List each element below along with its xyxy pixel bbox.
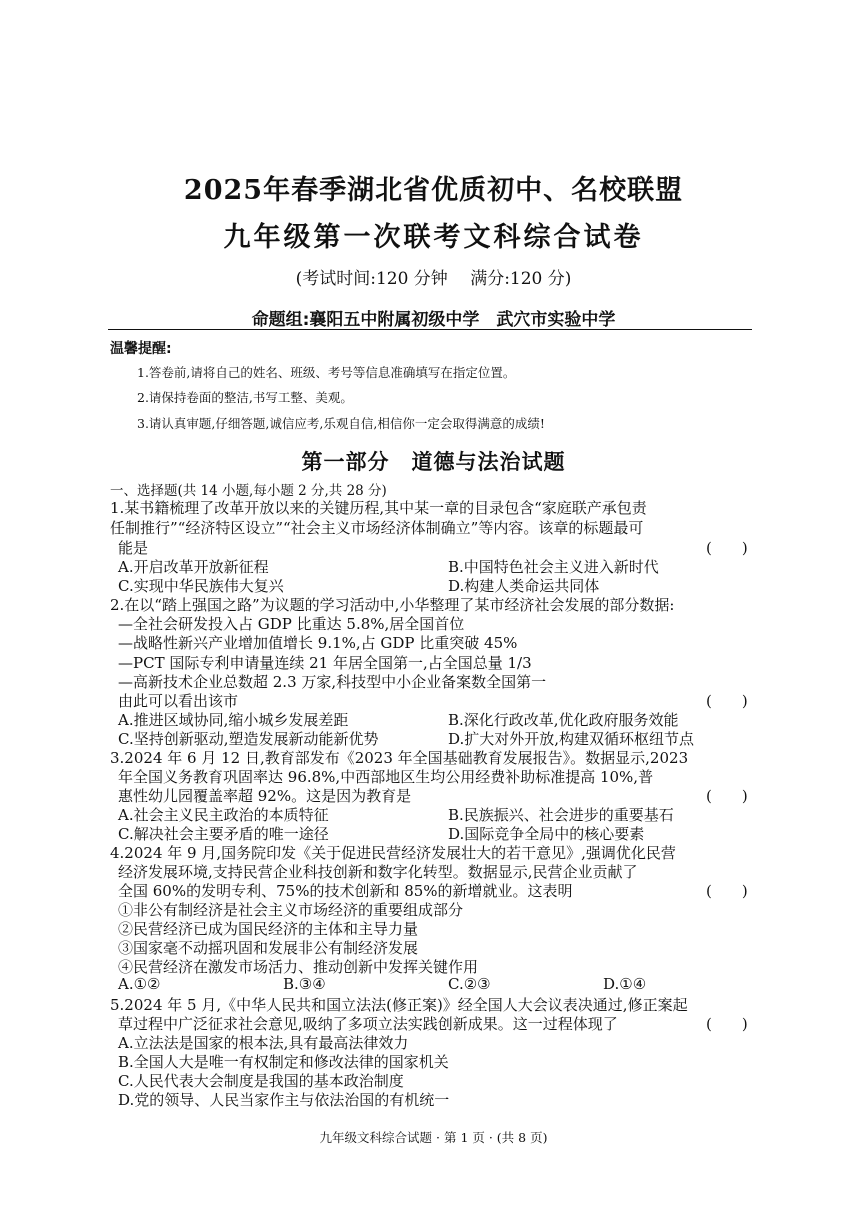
question-2-text: 由此可以看出该市 (118, 692, 239, 710)
exam-title-line1: 2025年春季湖北省优质初中、名校联盟 (183, 175, 684, 206)
question-3-text: 年全国义务教育巩固率达 96.8%,中西部地区生均公用经费补助标准提高 10%,普 (118, 768, 654, 786)
question-4-text: 4.2024 年 9 月,国务院印发《关于促进民营经济发展壮大的若干意见》,强调优化民营 (110, 844, 676, 862)
question-3-option-b: B.民族振兴、社会进步的重要基石 (448, 806, 674, 824)
header-divider (108, 329, 752, 330)
question-3-option-a: A.社会主义民主政治的本质特征 (118, 806, 329, 824)
question-1-option-d: D.构建人类命运共同体 (448, 577, 600, 595)
tip-item: 3.请认真审题,仔细答题,诚信应考,乐观自信,相信你一定会取得满意的成绩! (137, 416, 545, 431)
question-4-statement: ①非公有制经济是社会主义市场经济的重要组成部分 (118, 901, 464, 919)
question-4-option-d: D.①④ (603, 975, 647, 993)
tip-item: 2.请保持卷面的整洁,书写工整、美观。 (137, 390, 353, 405)
question-1-option-a: A.开启改革开放新征程 (118, 558, 269, 576)
committee: 命题组:襄阳五中附属初级中学 武穴市实验中学 (251, 310, 616, 330)
question-4-option-b: B.③④ (283, 975, 326, 993)
exam-title-line2: 九年级第一次联考文科综合试卷 (223, 222, 644, 253)
question-2-data: —战略性新兴产业增加值增长 9.1%,占 GDP 比重突破 45% (118, 634, 518, 652)
tip-item: 1.答卷前,请将自己的姓名、班级、考号等信息准确填写在指定位置。 (137, 365, 516, 380)
exam-info: (考试时间:120 分钟 满分:120 分) (295, 269, 572, 289)
question-5-text: 5.2024 年 5 月,《中华人民共和国立法法(修正案)》经全国人大会议表决通过,修正案起 (110, 996, 688, 1014)
question-4-text: 全国 60%的发明专利、75%的技术创新和 85%的新增就业。这表明 (118, 882, 573, 900)
question-3-text: 惠性幼儿园覆盖率超 92%。这是因为教育是 (118, 787, 412, 805)
question-4-option-a: A.①② (118, 975, 161, 993)
question-2-option-b: B.深化行政改革,优化政府服务效能 (448, 711, 679, 729)
question-4-text: 经济发展环境,支持民营企业科技创新和数字化转型。数据显示,民营企业贡献了 (118, 863, 638, 881)
question-5-option-a: A.立法法是国家的根本法,具有最高法律效力 (118, 1034, 409, 1052)
question-2-data: —全社会研发投入占 GDP 比重达 5.8%,居全国首位 (118, 615, 465, 633)
question-3-option-d: D.国际竞争全局中的核心要素 (448, 825, 645, 843)
question-4-statement: ③国家毫不动摇巩固和发展非公有制经济发展 (118, 939, 419, 957)
question-2-option-d: D.扩大对外开放,构建双循环枢纽节点 (448, 730, 695, 748)
answer-paren: ( ) (706, 882, 748, 900)
question-5-option-b: B.全国人大是唯一有权制定和修改法律的国家机关 (118, 1053, 449, 1071)
question-3-text: 3.2024 年 6 月 12 日,教育部发布《2023 年全国基础教育发展报告》。数据显示,2023 (110, 749, 689, 767)
page-footer: 九年级文科综合试题 · 第 1 页 · (共 8 页) (319, 1130, 548, 1145)
question-2-text: 2.在以“踏上强国之路”为议题的学习活动中,小华整理了某市经济社会发展的部分数据: (110, 596, 675, 614)
answer-paren: ( ) (706, 1015, 748, 1033)
question-1-text: 1.某书籍梳理了改革开放以来的关键历程,其中某一章的目录包含“家庭联产承包责 (110, 499, 647, 517)
answer-paren: ( ) (706, 787, 748, 805)
question-4-statement: ②民营经济已成为国民经济的主体和主导力量 (118, 920, 419, 938)
part-title: 第一部分 道德与法治试题 (301, 450, 566, 474)
question-5-text: 草过程中广泛征求社会意见,吸纳了多项立法实践创新成果。这一过程体现了 (118, 1015, 618, 1033)
answer-paren: ( ) (706, 692, 748, 710)
question-5-option-c: C.人民代表大会制度是我国的基本政治制度 (118, 1072, 404, 1090)
tips-heading: 温馨提醒: (110, 341, 172, 357)
question-1-text: 任制推行”“经济特区设立”“社会主义市场经济体制确立”等内容。该章的标题最可 (110, 519, 644, 537)
question-2-option-c: C.坚持创新驱动,塑造发展新动能新优势 (118, 730, 379, 748)
question-5-option-d: D.党的领导、人民当家作主与依法治国的有机统一 (118, 1091, 450, 1109)
answer-paren: ( ) (706, 539, 748, 557)
question-4-statement: ④民营经济在激发市场活力、推动创新中发挥关键作用 (118, 958, 479, 976)
question-2-data: —高新技术企业总数超 2.3 万家,科技型中小企业备案数全国第一 (118, 673, 547, 691)
question-4-option-c: C.②③ (448, 975, 491, 993)
question-2-option-a: A.推进区域协同,缩小城乡发展差距 (118, 711, 349, 729)
question-1-option-c: C.实现中华民族伟大复兴 (118, 577, 284, 595)
question-2-data: —PCT 国际专利申请量连续 21 年居全国第一,占全国总量 1/3 (118, 654, 532, 672)
section-heading: 一、选择题(共 14 小题,每小题 2 分,共 28 分) (110, 483, 387, 499)
question-1-option-b: B.中国特色社会主义进入新时代 (448, 558, 659, 576)
question-3-option-c: C.解决社会主要矛盾的唯一途径 (118, 825, 329, 843)
question-1-text: 能是 (118, 539, 149, 557)
